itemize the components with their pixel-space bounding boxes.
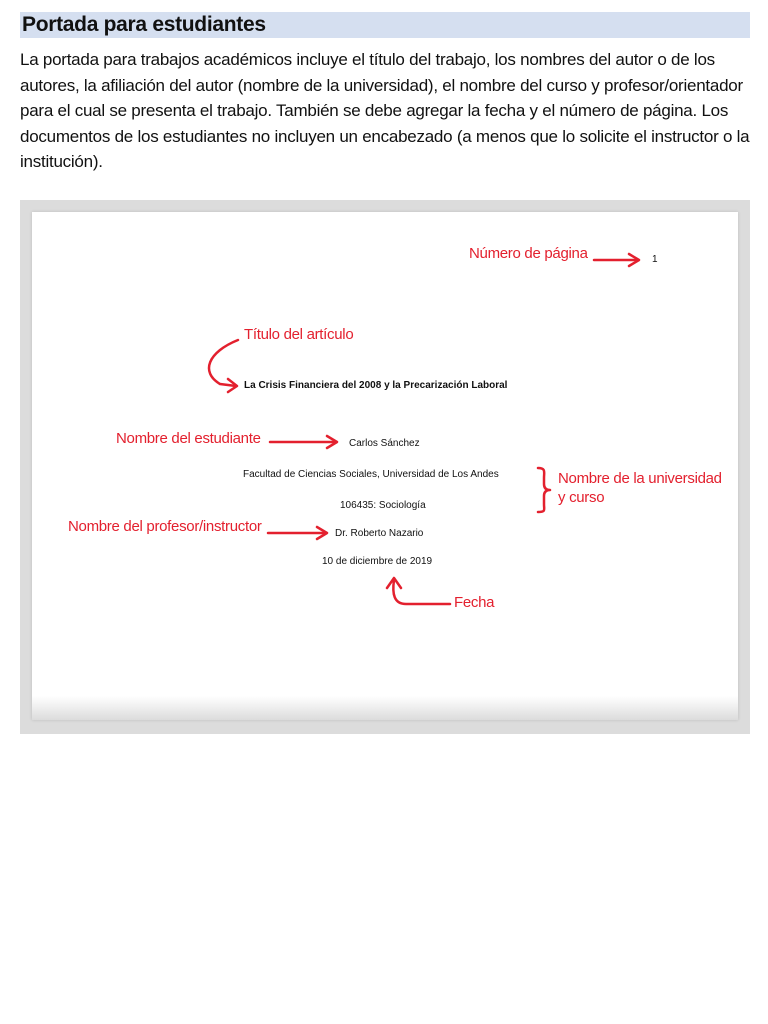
annotation-page-number: Número de página <box>469 245 588 262</box>
sample-paper-title: La Crisis Financiera del 2008 y la Precarización Laboral <box>244 380 508 391</box>
sample-cover-page <box>32 212 738 720</box>
arrow-right-icon <box>270 436 337 448</box>
cover-page-figure <box>20 200 750 734</box>
arrow-right-icon <box>268 527 327 539</box>
sample-affiliation: Facultad de Ciencias Sociales, Universidad de Los Andes <box>243 469 499 480</box>
annotation-student: Nombre del estudiante <box>116 430 261 447</box>
sample-instructor: Dr. Roberto Nazario <box>335 528 424 539</box>
arrow-right-icon <box>594 254 639 266</box>
sample-date: 10 de diciembre de 2019 <box>322 556 433 567</box>
sample-page-number: 1 <box>652 254 658 265</box>
intro-paragraph: La portada para trabajos académicos incluye el título del trabajo, los nombres del autor o de los autores, la afiliación del autor (nombre de la universidad), el nombre del curso y profesor/orientador para el cual se presenta el trabajo. También se debe agregar la fecha y el número de página. Los documentos de los estudiantes no incluyen un encabezado (a menos que lo solicite el instructor o la institución). <box>20 50 750 171</box>
annotation-university: Nombre de la universidad <box>558 470 722 487</box>
annotation-arrows <box>32 212 738 720</box>
page-fade <box>32 696 738 720</box>
annotation-instructor: Nombre del profesor/instructor <box>68 518 262 535</box>
section-title: Portada para estudiantes <box>22 13 266 36</box>
annotation-date: Fecha <box>454 594 495 611</box>
curved-arrow-icon <box>209 340 238 392</box>
sample-student-name: Carlos Sánchez <box>349 438 420 449</box>
curved-arrow-icon <box>387 578 450 604</box>
annotation-course: y curso <box>558 489 605 506</box>
section-header <box>20 12 750 38</box>
sample-course: 106435: Sociología <box>340 500 426 511</box>
annotation-title: Título del artículo <box>244 326 354 343</box>
brace-icon <box>538 468 550 512</box>
